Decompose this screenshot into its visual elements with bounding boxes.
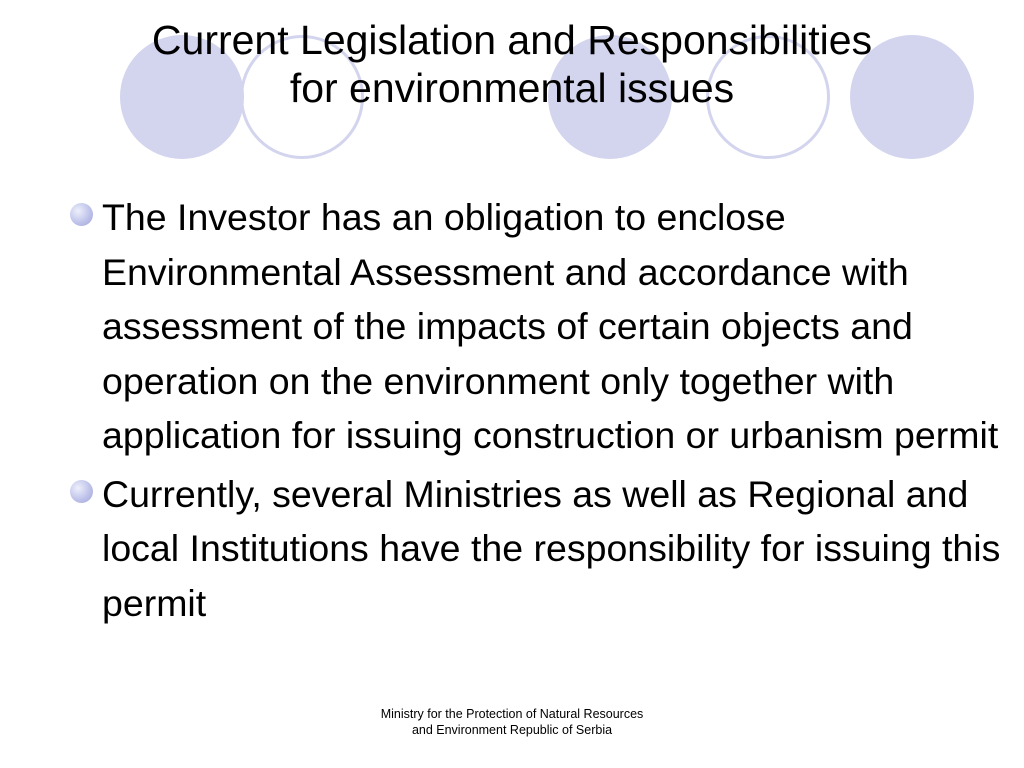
bullet-list [70, 190, 1010, 634]
bullet-item [70, 190, 1010, 463]
bullet-circle-icon [70, 480, 93, 503]
footer-line: and Environment Republic of Serbia [411, 723, 613, 737]
slide-title-line: Current Legislation and Responsibilities [151, 17, 873, 63]
bullet-item [70, 467, 1010, 631]
bullet-circle-icon [70, 203, 93, 226]
slide-title [40, 16, 984, 112]
bullet-text: Currently, several Ministries as well as Regional and local Institutions have the responsibility for issuing this permit [102, 472, 1001, 624]
slide-title-line: for environmental issues [289, 65, 735, 111]
bullet-text: The Investor has an obligation to enclose Environmental Assessment and accordance with assessment of the impacts of certain objects and operation on the environment only together with application for issuing construction or urbanism permit [102, 196, 999, 456]
slide-footer [312, 706, 712, 738]
footer-line: Ministry for the Protection of Natural Resources [380, 707, 644, 721]
